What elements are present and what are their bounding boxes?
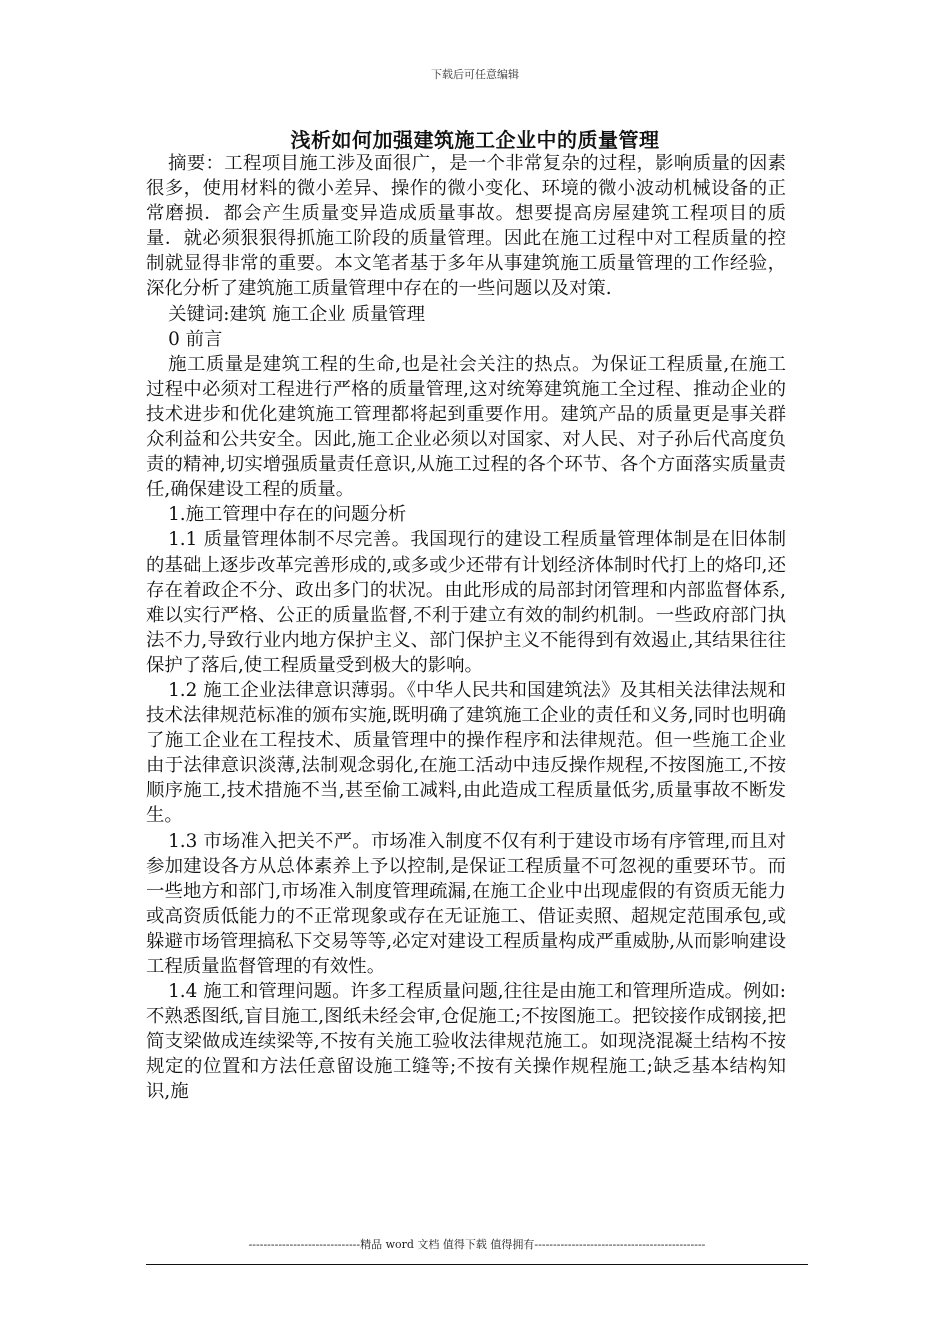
body-paragraph: 1.4 施工和管理问题。许多工程质量问题,往往是由施工和管理所造成。例如:不熟悉图纸,盲目施工,图纸未经会审,仓促施工;不按图施工。把铰接作成钢接,把简支梁做成连续梁等,不按有关施工验收法律规范施工。如现浇混凝土结构不按规定的位置和方法任意留设施工缝等;不按有关操作规程施工;缺乏基本结构知识,施 <box>146 981 786 1103</box>
body-paragraph: 施工质量是建筑工程的生命,也是社会关注的热点。为保证工程质量,在施工过程中必须对工程进行严格的质量管理,这对统筹建筑施工全过程、推动企业的技术进步和优化建筑施工管理都将起到重要作用。建筑产品的质量更是事关群众利益和公共安全。因此,施工企业必须以对国家、对人民、对子孙后代高度负责的精神,切实增强质量责任意识,从施工过程的各个环节、各个方面落实质量责任,确保建设工程的质量。 <box>146 353 786 501</box>
body-paragraph: 1.3 市场准入把关不严。市场准入制度不仅有利于建设市场有序管理,而且对参加建设各方从总体素养上予以控制,是保证工程质量不可忽视的重要环节。而一些地方和部门,市场准入制度管理疏漏,在施工企业中出现虚假的有资质无能力或高资质低能力的不正常现象或存在无证施工、借证卖照、超规定范围承包,或躲避市场管理搞私下交易等等,必定对建设工程质量构成严重威胁,从而影响建设工程质量监督管理的有效性。 <box>146 830 786 977</box>
header-note: 下载后可任意编辑 <box>431 68 519 81</box>
footer-divider <box>146 1264 808 1265</box>
section-heading-preface: 0 前言 <box>168 328 223 350</box>
body-paragraph: 1.1 质量管理体制不尽完善。我国现行的建设工程质量管理体制是在旧体制的基础上逐步改革完善形成的,或多或少还带有计划经济体制时代打上的烙印,还存在着政企不分、政出多门的状况。由此形成的局部封闭管理和内部监督体系,难以实行严格、公正的质量监督,不利于建立有效的制约机制。一些政府部门执法不力,导致行业内地方保护主义、部门保护主义不能得到有效遏止,其结果往往保护了落后,使工程质量受到极大的影响。 <box>146 529 786 676</box>
section-heading-problems: 1.施工管理中存在的问题分析 <box>168 504 407 526</box>
document-title: 浅析如何加强建筑施工企业中的质量管理 <box>290 128 660 152</box>
document-body <box>146 151 786 1105</box>
abstract-paragraph: 摘要：工程项目施工涉及面很广，是一个非常复杂的过程，影响质量的因素很多，使用材料的微小差异、操作的微小变化、环境的微小波动机械设备的正常磨损．都会产生质量变异造成质量事故。想要提高房屋建筑工程项目的质量．就必须狠狠得抓施工阶段的质量管理。因此在施工过程中对工程质量的控制就显得非常的重要。本文笔者基于多年从事建筑施工质量管理的工作经验，深化分析了建筑施工质量管理中存在的一些问题以及对策. <box>146 153 786 300</box>
footer-note: ------------------------------精品 word 文档 值得下载 值得拥有---------------------------------------------- <box>248 1238 706 1251</box>
keywords-line: 关键词:建筑 施工企业 质量管理 <box>168 303 426 325</box>
body-paragraph: 1.2 施工企业法律意识薄弱。《中华人民共和国建筑法》及其相关法律法规和技术法律规范标准的颁布实施,既明确了建筑施工企业的责任和义务,同时也明确了施工企业在工程技术、质量管理中的操作程序和法律规范。但一些施工企业由于法律意识淡薄,法制观念弱化,在施工活动中违反操作规程,不按图施工,不按顺序施工,技术措施不当,甚至偷工减料,由此造成工程质量低劣,质量事故不断发生。 <box>146 679 786 827</box>
